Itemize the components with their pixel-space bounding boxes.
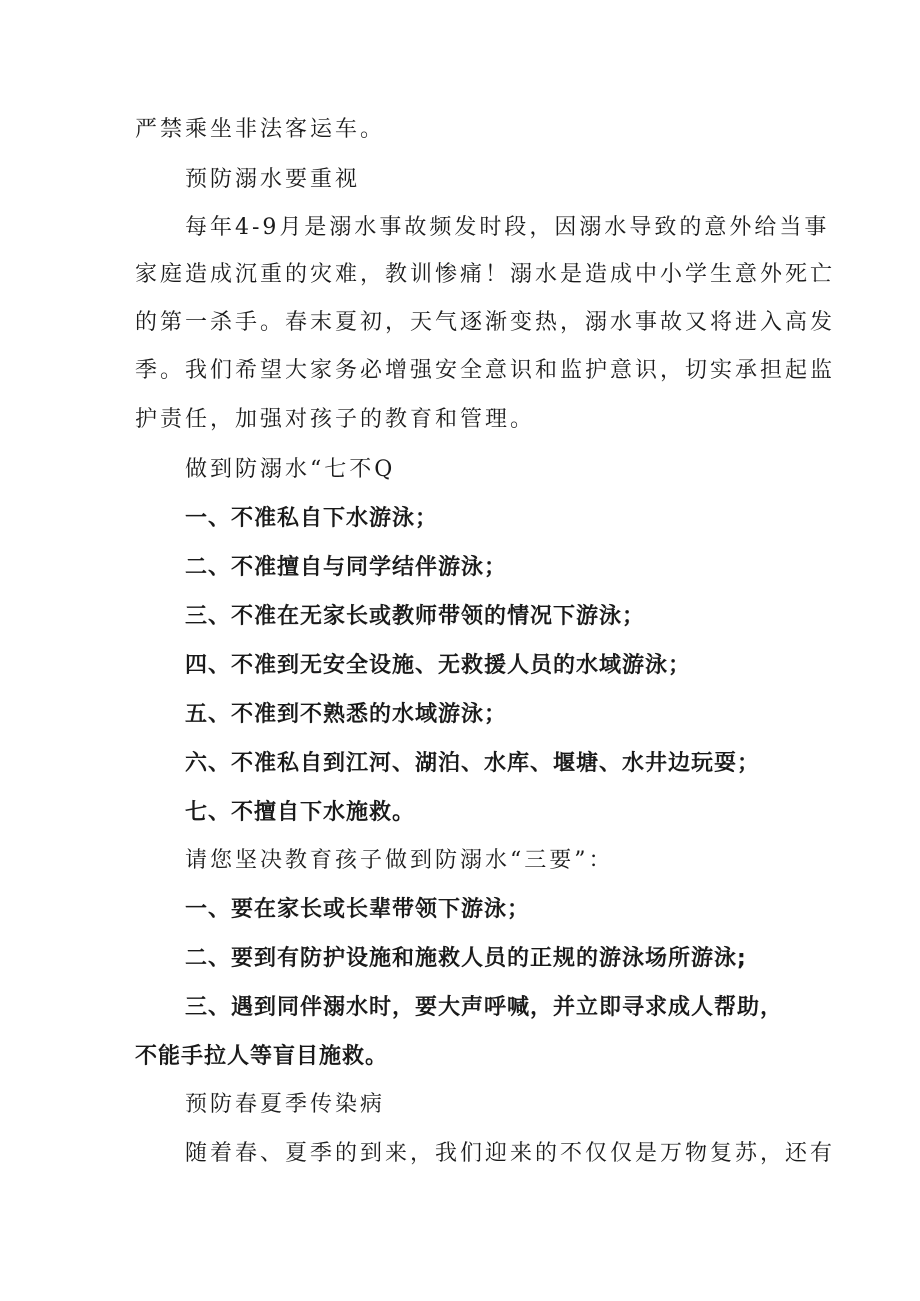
paragraph-line: 每年4-9月是溺水事故频发时段，因溺水导致的意外给当事 bbox=[185, 215, 830, 240]
list-item: 三、遇到同伴溺水时，要大声呼喊，并立即寻求成人帮助， bbox=[185, 995, 784, 1020]
section-heading-seven-rules: 做到防溺水“七不Q bbox=[185, 457, 396, 482]
list-item: 二、不准擅自与同学结伴游泳； bbox=[185, 555, 508, 580]
list-item: 一、不准私自下水游泳； bbox=[185, 506, 439, 531]
list-item: 一、要在家长或长辈带领下游泳； bbox=[185, 897, 531, 922]
list-item: 七、不擅自下水施救。 bbox=[185, 800, 416, 825]
list-item: 不能手拉人等盲目施救。 bbox=[135, 1044, 389, 1069]
list-item: 六、不准私自到江河、湖泊、水库、堰塘、水井边玩耍； bbox=[185, 751, 761, 776]
section-heading-disease: 预防春夏季传染病 bbox=[185, 1092, 386, 1117]
paragraph-line: 护责任，加强对孩子的教育和管理。 bbox=[135, 407, 536, 432]
section-heading-drowning: 预防溺水要重视 bbox=[185, 167, 361, 192]
list-item: 三、不准在无家长或教师带领的情况下游泳； bbox=[185, 604, 646, 629]
list-item: 四、不准到无安全设施、无救援人员的水域游泳； bbox=[185, 653, 692, 678]
paragraph-line: 的第一杀手。春末夏初，天气逐渐变热，溺水事故又将进入高发 bbox=[135, 310, 836, 335]
list-item: 二、要到有防护设施和施救人员的正规的游泳场所游泳; bbox=[185, 946, 747, 971]
paragraph-line: 随着春、夏季的到来，我们迎来的不仅仅是万物复苏，还有 bbox=[185, 1141, 836, 1166]
list-item: 五、不准到不熟悉的水域游泳； bbox=[185, 702, 508, 727]
paragraph-line: 季。我们希望大家务必增强安全意识和监护意识，切实承担起监 bbox=[135, 358, 836, 383]
paragraph-line: 家庭造成沉重的灾难，教训惨痛！溺水是造成中小学生意外死亡 bbox=[135, 262, 836, 287]
paragraph-line: 严禁乘坐非法客运车。 bbox=[135, 117, 386, 142]
section-heading-three-rules: 请您坚决教育孩子做到防溺水“三要”： bbox=[185, 848, 614, 873]
